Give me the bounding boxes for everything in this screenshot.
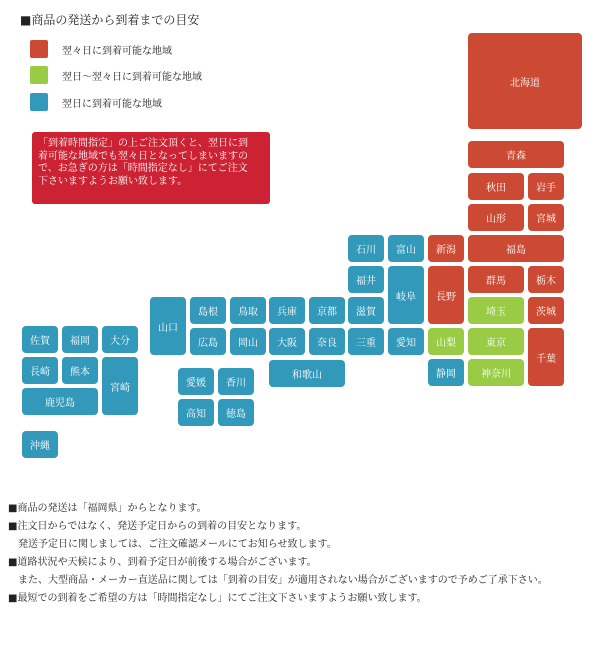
pref-miyazaki: 宮崎 bbox=[102, 357, 138, 415]
page-title: ■商品の発送から到着までの目安 bbox=[20, 13, 200, 27]
pref-ibaraki: 茨城 bbox=[528, 297, 564, 324]
legend-swatch-red bbox=[30, 40, 48, 58]
pref-akita: 秋田 bbox=[468, 173, 524, 200]
pref-kanagawa: 神奈川 bbox=[468, 359, 524, 386]
pref-nagano: 長野 bbox=[428, 266, 464, 324]
pref-wakayama: 和歌山 bbox=[269, 360, 345, 387]
pref-saga: 佐賀 bbox=[22, 326, 58, 353]
pref-gunma: 群馬 bbox=[468, 266, 524, 293]
pref-fukuoka: 福岡 bbox=[62, 326, 98, 353]
pref-kochi: 高知 bbox=[178, 399, 214, 426]
pref-aichi: 愛知 bbox=[388, 328, 424, 355]
pref-mie: 三重 bbox=[348, 328, 384, 355]
pref-fukushima: 福島 bbox=[468, 235, 564, 262]
notice-line: 着可能な地域でも翌々日となってしまいますの bbox=[38, 150, 248, 162]
pref-oita: 大分 bbox=[102, 326, 138, 353]
pref-yamanashi: 山梨 bbox=[428, 328, 464, 355]
pref-hyogo: 兵庫 bbox=[269, 297, 305, 324]
footer-note: ■道路状況や天候により、到着予定日が前後する場合がございます。 bbox=[8, 557, 317, 568]
pref-saitama: 埼玉 bbox=[468, 297, 524, 324]
pref-shiga: 滋賀 bbox=[348, 297, 384, 324]
legend-swatch-green bbox=[30, 66, 48, 84]
legend-label: 翌日に到着可能な地域 bbox=[62, 98, 162, 110]
pref-fukui: 福井 bbox=[348, 266, 384, 293]
pref-gifu: 岐阜 bbox=[388, 266, 424, 324]
pref-miyagi: 宮城 bbox=[528, 204, 564, 231]
footer-note: ■最短での到着をご希望の方は「時間指定なし」にてご注文下さいますようお願い致します。 bbox=[8, 593, 427, 604]
pref-yamaguchi: 山口 bbox=[150, 297, 186, 355]
pref-kagoshima: 鹿児島 bbox=[22, 388, 98, 415]
footer-note: ■商品の発送は「福岡県」からとなります。 bbox=[8, 503, 207, 514]
pref-nara: 奈良 bbox=[309, 328, 345, 355]
footer-note: また、大型商品・メーカー直送品に関しては「到着の目安」が適用されない場合がございますので予めご了承下さい。 bbox=[8, 575, 548, 586]
pref-tottori: 鳥取 bbox=[230, 297, 266, 324]
notice-line: 下さいますようお願い致します。 bbox=[38, 175, 188, 187]
pref-yamagata: 山形 bbox=[468, 204, 524, 231]
pref-nagasaki: 長崎 bbox=[22, 357, 58, 384]
pref-chiba: 千葉 bbox=[528, 328, 564, 386]
pref-tochigi: 栃木 bbox=[528, 266, 564, 293]
pref-ehime: 愛媛 bbox=[178, 368, 214, 395]
legend-swatch-blue bbox=[30, 93, 48, 111]
pref-niigata: 新潟 bbox=[428, 235, 464, 262]
pref-tokyo: 東京 bbox=[468, 328, 524, 355]
pref-shizuoka: 静岡 bbox=[428, 359, 464, 386]
notice-line: で、お急ぎの方は「時間指定なし」にてご注文 bbox=[38, 163, 248, 174]
pref-okayama: 岡山 bbox=[230, 328, 266, 355]
legend-item-next-day bbox=[30, 92, 162, 112]
pref-tokushima: 徳島 bbox=[218, 399, 254, 426]
notice-line: 「到着時間指定」の上ご注文頂くと、翌日に到 bbox=[38, 138, 248, 149]
legend-label: 翌日〜翌々日に到着可能な地域 bbox=[62, 71, 202, 83]
footer-note: ■注文日からではなく、発送予定日からの到着の目安となります。 bbox=[8, 521, 307, 532]
pref-osaka: 大阪 bbox=[269, 328, 305, 355]
time-designation-notice bbox=[32, 132, 270, 204]
pref-shimane: 島根 bbox=[190, 297, 226, 324]
pref-hokkaido: 北海道 bbox=[468, 33, 582, 129]
legend-item-next-or-next-next-day bbox=[30, 65, 202, 85]
pref-kagawa: 香川 bbox=[218, 368, 254, 395]
pref-toyama: 富山 bbox=[388, 235, 424, 262]
pref-iwate: 岩手 bbox=[528, 173, 564, 200]
footer-note: 発送予定日に関しましては、ご注文確認メールにてお知らせ致します。 bbox=[8, 539, 337, 550]
pref-okinawa: 沖縄 bbox=[22, 431, 58, 458]
pref-hiroshima: 広島 bbox=[190, 328, 226, 355]
legend-label: 翌々日に到着可能な地域 bbox=[62, 45, 172, 57]
legend-item-next-next-day bbox=[30, 39, 172, 59]
pref-kyoto: 京都 bbox=[309, 297, 345, 324]
pref-aomori: 青森 bbox=[468, 141, 564, 168]
pref-kumamoto: 熊本 bbox=[62, 357, 98, 384]
pref-ishikawa: 石川 bbox=[348, 235, 384, 262]
